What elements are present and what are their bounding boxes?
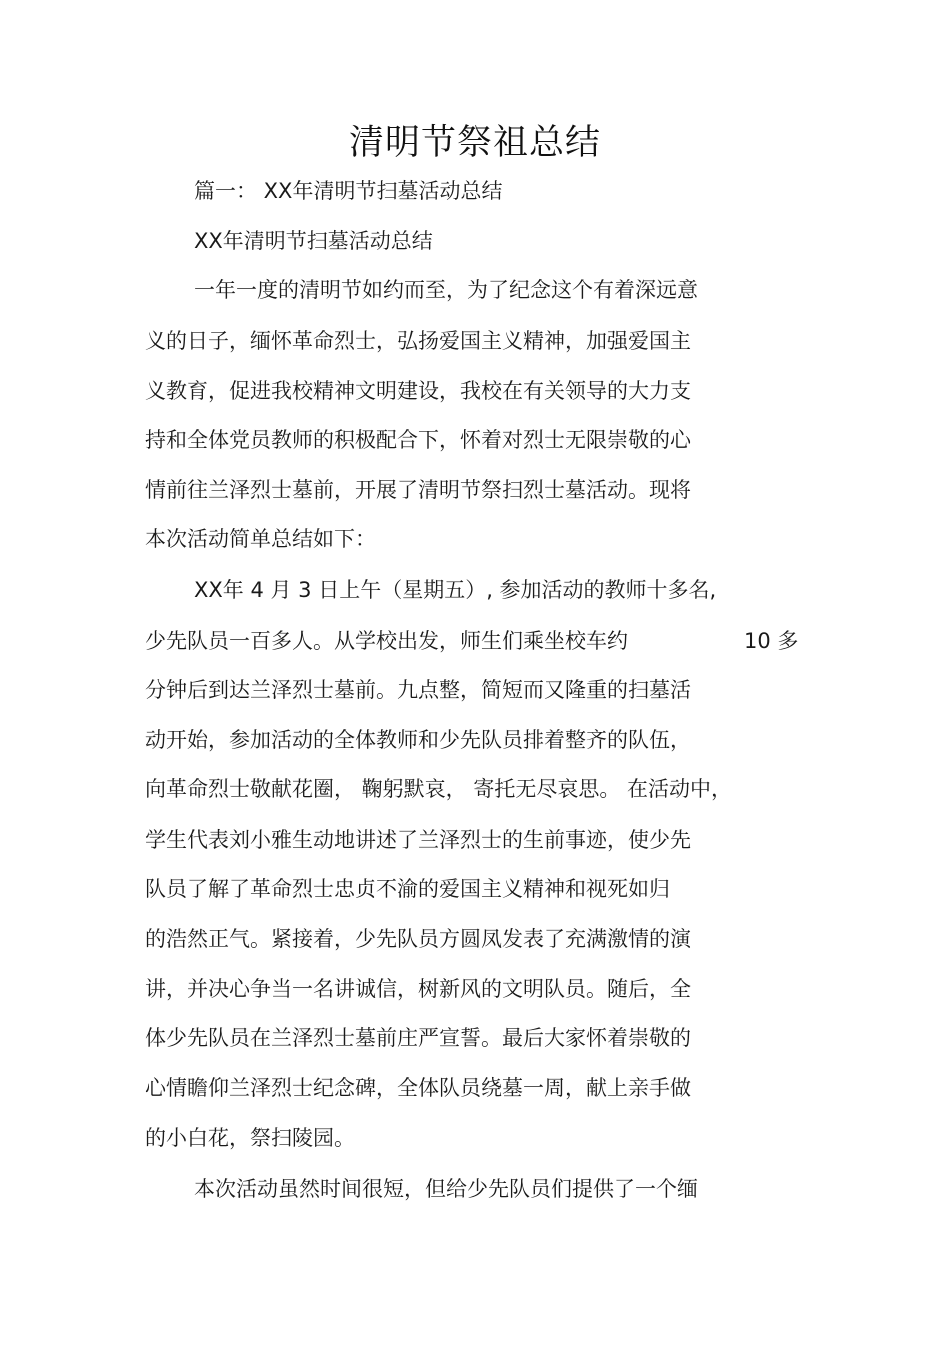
paragraph-line: 持和全体党员教师的积极配合下，怀着对烈士无限崇敬的心 [145,428,691,452]
paragraph-line: 讲，并决心争当一名讲诚信，树新风的文明队员。随后，全 [145,977,691,1001]
paragraph-line: 本次活动虽然时间很短，但给少先队员们提供了一个缅 [194,1177,698,1201]
paragraph-line: 的浩然正气。紧接着，少先队员方圆凤发表了充满激情的演 [145,927,691,951]
paragraph-line: 少先队员一百多人。从学校出发，师生们乘坐校车约 [145,629,628,653]
paragraph-line: 情前往兰泽烈士墓前，开展了清明节祭扫烈士墓活动。现将 [145,478,691,502]
document-title: 清明节祭祖总结 [348,123,601,163]
paragraph-line: 心情瞻仰兰泽烈士纪念碑，全体队员绕墓一周，献上亲手做 [145,1076,691,1100]
paragraph-line-tail: 10 多 [744,629,799,653]
paragraph-line: 分钟后到达兰泽烈士墓前。九点整，简短而又隆重的扫墓活 [145,678,691,702]
section-heading: XX年清明节扫墓活动总结 [194,229,433,253]
paragraph-line: 队员了解了革命烈士忠贞不渝的爱国主义精神和视死如归 [145,877,670,901]
paragraph-line: 向革命烈士敬献花圈， 鞠躬默哀， 寄托无尽哀思。 在活动中， [145,777,733,801]
paragraph-line: 学生代表刘小雅生动地讲述了兰泽烈士的生前事迹，使少先 [145,828,691,852]
paragraph-line: 体少先队员在兰泽烈士墓前庄严宣誓。最后大家怀着崇敬的 [145,1026,691,1050]
paragraph-line: 义教育，促进我校精神文明建设，我校在有关领导的大力支 [145,379,691,403]
paragraph-line: 一年一度的清明节如约而至，为了纪念这个有着深远意 [194,278,698,302]
paragraph-line: 动开始，参加活动的全体教师和少先队员排着整齐的队伍， [145,728,691,752]
paragraph-line: XX年 4 月 3 日上午（星期五）, 参加活动的教师十多名, [194,578,717,602]
section-subtitle: 篇一： XX年清明节扫墓活动总结 [194,179,503,203]
paragraph-line: 义的日子，缅怀革命烈士，弘扬爱国主义精神，加强爱国主 [145,329,691,353]
paragraph-line: 的小白花，祭扫陵园。 [145,1126,355,1150]
paragraph-line: 本次活动简单总结如下： [145,527,376,551]
